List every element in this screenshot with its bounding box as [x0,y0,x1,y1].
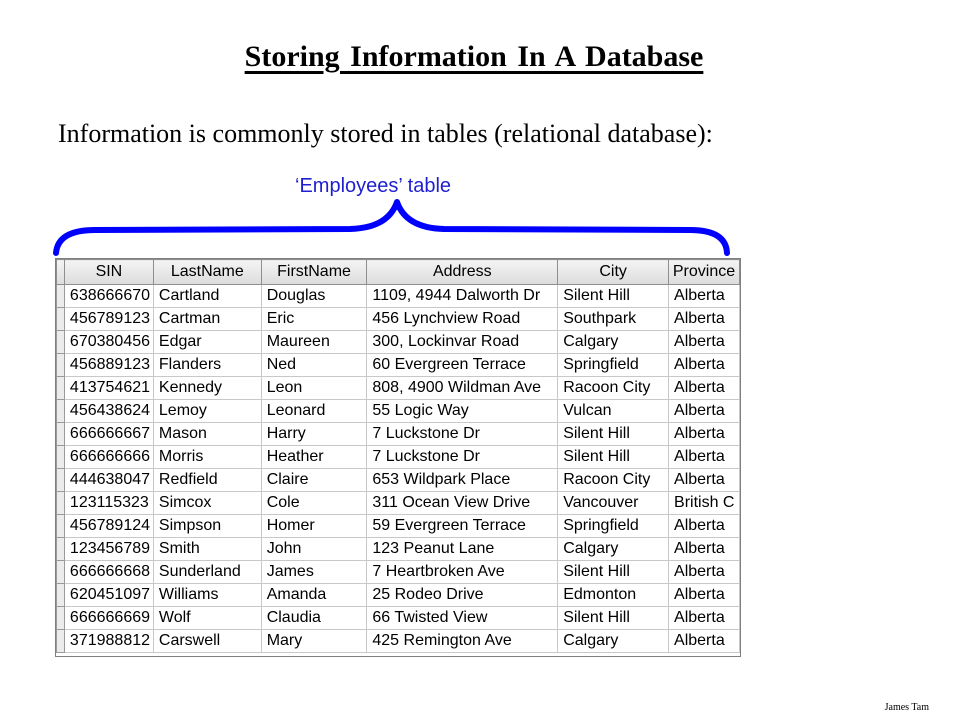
row-selector[interactable] [57,492,65,515]
table-cell-address[interactable]: 7 Heartbroken Ave [367,561,558,584]
table-cell-city[interactable]: Vulcan [558,400,669,423]
table-cell-lastname[interactable]: Wolf [153,607,261,630]
column-header-sin[interactable]: SIN [64,260,153,285]
table-cell-city[interactable]: Southpark [558,308,669,331]
table-cell-lastname[interactable]: Morris [153,446,261,469]
table-cell-province[interactable]: British C [669,492,740,515]
table-cell-sin[interactable]: 413754621 [64,377,153,400]
table-cell-sin[interactable]: 620451097 [64,584,153,607]
table-cell-lastname[interactable]: Cartman [153,308,261,331]
table-cell-firstname[interactable]: Claudia [261,607,367,630]
table-row[interactable] [57,285,740,308]
row-selector[interactable] [57,469,65,492]
row-selector[interactable] [57,607,65,630]
table-cell-address[interactable]: 456 Lynchview Road [367,308,558,331]
table-cell-city[interactable]: Silent Hill [558,561,669,584]
table-cell-firstname[interactable]: James [261,561,367,584]
table-cell-firstname[interactable]: Maureen [261,331,367,354]
table-cell-sin[interactable]: 666666669 [64,607,153,630]
row-selector[interactable] [57,630,65,653]
table-cell-sin[interactable]: 456438624 [64,400,153,423]
table-cell-sin[interactable]: 666666668 [64,561,153,584]
table-cell-sin[interactable]: 456789124 [64,515,153,538]
table-cell-lastname[interactable]: Mason [153,423,261,446]
table-cell-city[interactable]: Racoon City [558,377,669,400]
table-cell-city[interactable]: Silent Hill [558,423,669,446]
table-cell-address[interactable]: 7 Luckstone Dr [367,423,558,446]
row-selector[interactable] [57,377,65,400]
table-cell-firstname[interactable]: Cole [261,492,367,515]
table-cell-province[interactable]: Alberta [669,584,740,607]
table-cell-province[interactable]: Alberta [669,607,740,630]
table-cell-province[interactable]: Alberta [669,630,740,653]
employees-table-window [55,258,741,657]
table-cell-province[interactable]: Alberta [669,515,740,538]
table-row[interactable] [57,469,740,492]
table-cell-firstname[interactable]: Eric [261,308,367,331]
table-cell-province[interactable]: Alberta [669,538,740,561]
table-cell-lastname[interactable]: Lemoy [153,400,261,423]
table-cell-city[interactable]: Edmonton [558,584,669,607]
row-selector[interactable] [57,423,65,446]
table-row[interactable] [57,308,740,331]
row-selector[interactable] [57,400,65,423]
table-cell-lastname[interactable]: Simpson [153,515,261,538]
row-selector[interactable] [57,285,65,308]
table-cell-firstname[interactable]: Ned [261,354,367,377]
table-cell-firstname[interactable]: Leonard [261,400,367,423]
table-cell-address[interactable]: 311 Ocean View Drive [367,492,558,515]
table-row[interactable] [57,354,740,377]
table-cell-city[interactable]: Calgary [558,538,669,561]
table-row[interactable] [57,331,740,354]
table-cell-sin[interactable]: 456889123 [64,354,153,377]
table-cell-lastname[interactable]: Williams [153,584,261,607]
slide-title: Storing Information In A Database [244,40,704,73]
table-cell-province[interactable]: Alberta [669,423,740,446]
table-cell-address[interactable]: 60 Evergreen Terrace [367,354,558,377]
row-selector[interactable] [57,354,65,377]
table-cell-sin[interactable]: 444638047 [64,469,153,492]
table-cell-province[interactable]: Alberta [669,285,740,308]
table-cell-lastname[interactable]: Kennedy [153,377,261,400]
table-cell-city[interactable]: Springfield [558,515,669,538]
table-cell-firstname[interactable]: Heather [261,446,367,469]
table-cell-address[interactable]: 653 Wildpark Place [367,469,558,492]
table-row[interactable] [57,492,740,515]
row-selector[interactable] [57,446,65,469]
table-cell-address[interactable]: 123 Peanut Lane [367,538,558,561]
row-selector[interactable] [57,561,65,584]
table-cell-lastname[interactable]: Smith [153,538,261,561]
table-cell-firstname[interactable]: Claire [261,469,367,492]
table-cell-address[interactable]: 66 Twisted View [367,607,558,630]
table-row[interactable] [57,377,740,400]
table-cell-firstname[interactable]: Douglas [261,285,367,308]
table-cell-lastname[interactable]: Flanders [153,354,261,377]
table-cell-firstname[interactable]: Mary [261,630,367,653]
table-row[interactable] [57,515,740,538]
row-selector[interactable] [57,331,65,354]
table-caption: ‘Employees’ table [295,175,452,197]
column-header-address[interactable]: Address [367,260,558,285]
table-cell-sin[interactable]: 638666670 [64,285,153,308]
table-cell-lastname[interactable]: Simcox [153,492,261,515]
table-cell-firstname[interactable]: Harry [261,423,367,446]
table-cell-lastname[interactable]: Cartland [153,285,261,308]
row-selector[interactable] [57,515,65,538]
table-cell-address[interactable]: 25 Rodeo Drive [367,584,558,607]
table-cell-sin[interactable]: 371988812 [64,630,153,653]
table-cell-firstname[interactable]: Amanda [261,584,367,607]
table-cell-city[interactable]: Silent Hill [558,607,669,630]
table-row[interactable] [57,561,740,584]
table-cell-city[interactable]: Silent Hill [558,446,669,469]
table-row[interactable] [57,400,740,423]
table-cell-lastname[interactable]: Carswell [153,630,261,653]
column-header-city[interactable]: City [558,260,669,285]
table-cell-province[interactable]: Alberta [669,308,740,331]
table-cell-province[interactable]: Alberta [669,561,740,584]
row-selector[interactable] [57,538,65,561]
table-cell-address[interactable]: 1109, 4944 Dalworth Dr [367,285,558,308]
table-cell-city[interactable]: Vancouver [558,492,669,515]
table-cell-city[interactable]: Calgary [558,331,669,354]
table-cell-city[interactable]: Calgary [558,630,669,653]
table-cell-city[interactable]: Springfield [558,354,669,377]
table-cell-firstname[interactable]: John [261,538,367,561]
table-row[interactable] [57,607,740,630]
table-cell-city[interactable]: Silent Hill [558,285,669,308]
column-header-lastname[interactable]: LastName [153,260,261,285]
author-footer: James Tam [884,702,929,713]
table-cell-address[interactable]: 425 Remington Ave [367,630,558,653]
table-cell-firstname[interactable]: Leon [261,377,367,400]
table-row[interactable] [57,584,740,607]
table-cell-province[interactable]: Alberta [669,377,740,400]
table-cell-lastname[interactable]: Redfield [153,469,261,492]
table-cell-address[interactable]: 300, Lockinvar Road [367,331,558,354]
employees-table [56,259,740,653]
table-row[interactable] [57,538,740,561]
table-cell-sin[interactable]: 666666667 [64,423,153,446]
table-cell-province[interactable]: Alberta [669,331,740,354]
table-cell-sin[interactable]: 670380456 [64,331,153,354]
table-cell-sin[interactable]: 123115323 [64,492,153,515]
table-cell-firstname[interactable]: Homer [261,515,367,538]
table-row[interactable] [57,630,740,653]
table-cell-sin[interactable]: 456789123 [64,308,153,331]
table-cell-address[interactable]: 55 Logic Way [367,400,558,423]
table-cell-province[interactable]: Alberta [669,469,740,492]
table-cell-address[interactable]: 59 Evergreen Terrace [367,515,558,538]
table-cell-address[interactable]: 7 Luckstone Dr [367,446,558,469]
slide-subtitle: Information is commonly stored in tables (relational database): [58,119,713,148]
table-cell-sin[interactable]: 123456789 [64,538,153,561]
table-row[interactable] [57,446,740,469]
select-all-corner[interactable] [57,260,65,285]
table-cell-province[interactable]: Alberta [669,446,740,469]
table-header-row [57,260,740,285]
table-row[interactable] [57,423,740,446]
row-selector[interactable] [57,308,65,331]
table-cell-address[interactable]: 808, 4900 Wildman Ave [367,377,558,400]
table-cell-city[interactable]: Racoon City [558,469,669,492]
table-cell-lastname[interactable]: Sunderland [153,561,261,584]
column-header-firstname[interactable]: FirstName [261,260,367,285]
table-cell-province[interactable]: Alberta [669,354,740,377]
column-header-province[interactable]: Province [669,260,740,285]
row-selector[interactable] [57,584,65,607]
table-cell-lastname[interactable]: Edgar [153,331,261,354]
table-cell-sin[interactable]: 666666666 [64,446,153,469]
table-cell-province[interactable]: Alberta [669,400,740,423]
